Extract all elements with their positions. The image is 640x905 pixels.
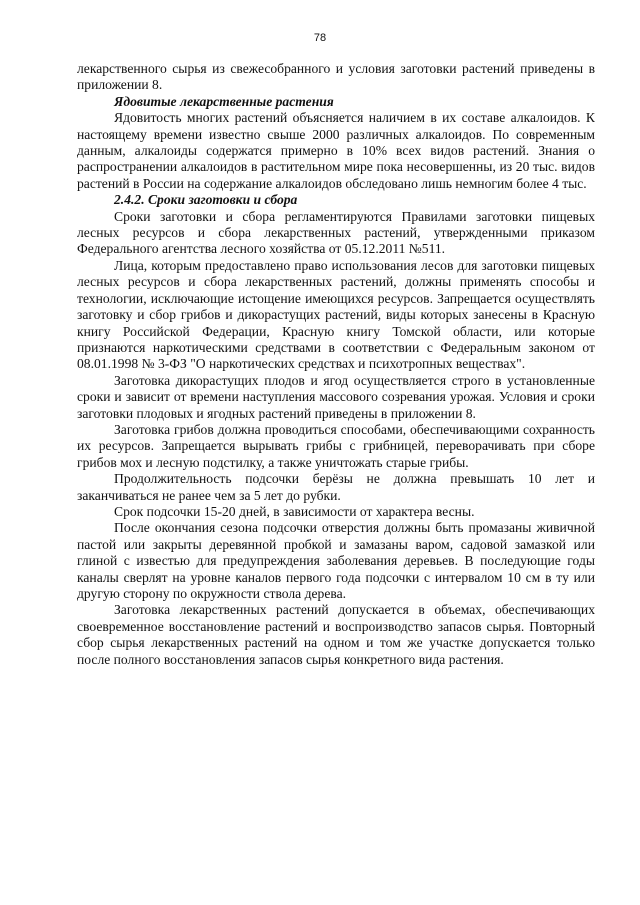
poisonous-plants-paragraph: Ядовитость многих растений объясняется наличием в их составе алкалоидов. К настоящему времени известно свыше 2000 различных алкалоидов. По современным данным, алкалоиды содержатся примерно в 10% всех видов растений. Знания о распространении алкалоидов в растительном мире пока несовершенны, из 20 тыс. видов растений в России на содержание алкалоидов обследовано лишь немногим более 4 тыс. <box>77 110 595 191</box>
poisonous-plants-heading: Ядовитые лекарственные растения <box>114 93 334 109</box>
paragraph-mushrooms: Заготовка грибов должна проводиться способами, обеспечивающими сохранность их ресурсов. Запрещается вырывать грибы с грибницей, переворачивать при сборе грибов мох и лесную подстилку, а также уничтожать старые грибы. <box>77 421 595 470</box>
paragraph-forest-users: Лица, которым предоставлено право использования лесов для заготовки пищевых лесных ресурсов и сбора лекарственных растений, должны применять способы и технологии, исключающие истощение имеющихся ресурсов. Запрещается осуществлять заготовку и сбор грибов и дикорастущих растений, виды которых занесены в Красную книгу Российской Федерации, Красную книгу Томской области, или которые признаются наркотическими средствами в соответствии с Федеральным законом от 08.01.1998 № 3-ФЗ "О наркотических средствах и психотропных веществах". <box>77 257 595 372</box>
document-body <box>77 61 595 668</box>
paragraph-medicinal-harvest: Заготовка лекарственных растений допускается в объемах, обеспечивающих своевременное восстановление растений и воспроизводство запасов сырья. Повторный сбор сырья лекарственных растений на одном и том же участке допускается только после полного восстановления запасов сырья конкретного вида растения. <box>77 602 595 667</box>
paragraph-birch-tapping-duration: Продолжительность подсочки берёзы не должна превышать 10 лет и заканчиваться не ранее чем за 5 лет до рубки. <box>77 471 595 503</box>
paragraph-regulations: Сроки заготовки и сбора регламентируются Правилами заготовки пищевых лесных ресурсов и сбора лекарственных растений, утвержденными приказом Федерального агентства лесного хозяйства от 05.12.2011 №511. <box>77 208 595 257</box>
paragraph-after-season: После окончания сезона подсочки отверстия должны быть промазаны живичной пастой или закрыты деревянной пробкой и замазаны варом, садовой замазкой или глиной с известью для предупреждения заболевания деревьев. В последующие годы каналы сверлят на уровне каналов первого года подсочки с интервалом 10 см в ту или другую сторону по окружности ствола дерева. <box>77 520 595 601</box>
page-number: 78 <box>313 32 327 44</box>
paragraph-tapping-period: Срок подсочки 15-20 дней, в зависимости от характера весны. <box>114 503 475 519</box>
paragraph-fruits-berries: Заготовка дикорастущих плодов и ягод осуществляется строго в установленные сроки и зависит от времени наступления массового созревания урожая. Условия и сроки заготовки плодовых и ягодных растений приведены в приложении 8. <box>77 372 595 421</box>
intro-paragraph: лекарственного сырья из свежесобранного и условия заготовки растений приведены в приложении 8. <box>77 61 595 93</box>
section-heading: 2.4.2. Сроки заготовки и сбора <box>114 192 298 208</box>
